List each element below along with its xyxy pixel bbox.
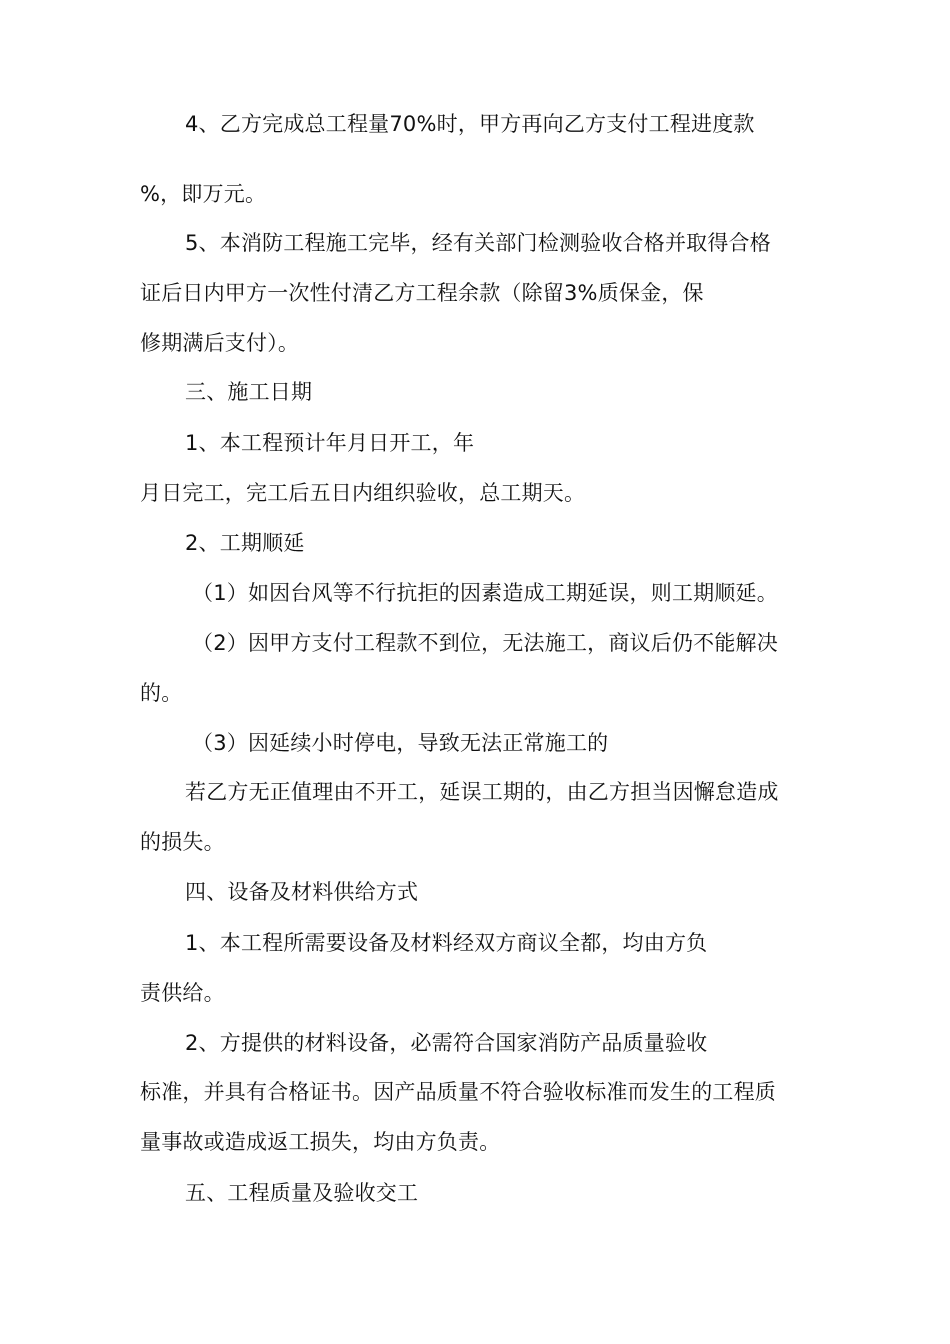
section-heading: 四、设备及材料供给方式 — [185, 880, 419, 904]
paragraph-line: （1）如因台风等不行抗拒的因素造成工期延误，则工期顺延。 — [192, 581, 778, 605]
paragraph-line: 4、乙方完成总工程量70%时，甲方再向乙方支付工程进度款 — [185, 112, 755, 136]
section-heading: 三、施工日期 — [185, 380, 313, 404]
paragraph-line: 责供给。 — [140, 981, 225, 1005]
section-heading: 五、工程质量及验收交工 — [185, 1181, 419, 1205]
paragraph-line: 证后日内甲方一次性付清乙方工程余款（除留3%质保金，保 — [140, 281, 704, 305]
paragraph-line: 的损失。 — [140, 830, 225, 854]
paragraph-line: 1、本工程所需要设备及材料经双方商议全都，均由方负 — [185, 931, 708, 955]
paragraph-line: %，即万元。 — [140, 182, 267, 206]
paragraph-line: 5、本消防工程施工完毕，经有关部门检测验收合格并取得合格 — [185, 231, 771, 255]
paragraph-line: （3）因延续小时停电，导致无法正常施工的 — [192, 731, 609, 755]
paragraph-line: 2、工期顺延 — [185, 531, 305, 555]
paragraph-line: 的。 — [140, 681, 183, 705]
paragraph-line: 若乙方无正值理由不开工，延误工期的，由乙方担当因懈怠造成 — [185, 780, 779, 804]
paragraph-line: 2、方提供的材料设备，必需符合国家消防产品质量验收 — [185, 1031, 708, 1055]
paragraph-line: 1、本工程预计年月日开工，年 — [185, 431, 475, 455]
paragraph-line: （2）因甲方支付工程款不到位，无法施工，商议后仍不能解决 — [192, 631, 778, 655]
paragraph-line: 月日完工，完工后五日内组织验收，总工期天。 — [140, 481, 586, 505]
paragraph-line: 修期满后支付）。 — [140, 331, 300, 355]
paragraph-line: 标准，并具有合格证书。因产品质量不符合验收标准而发生的工程质 — [140, 1080, 776, 1104]
paragraph-line: 量事故或造成返工损失，均由方负责。 — [140, 1130, 501, 1154]
